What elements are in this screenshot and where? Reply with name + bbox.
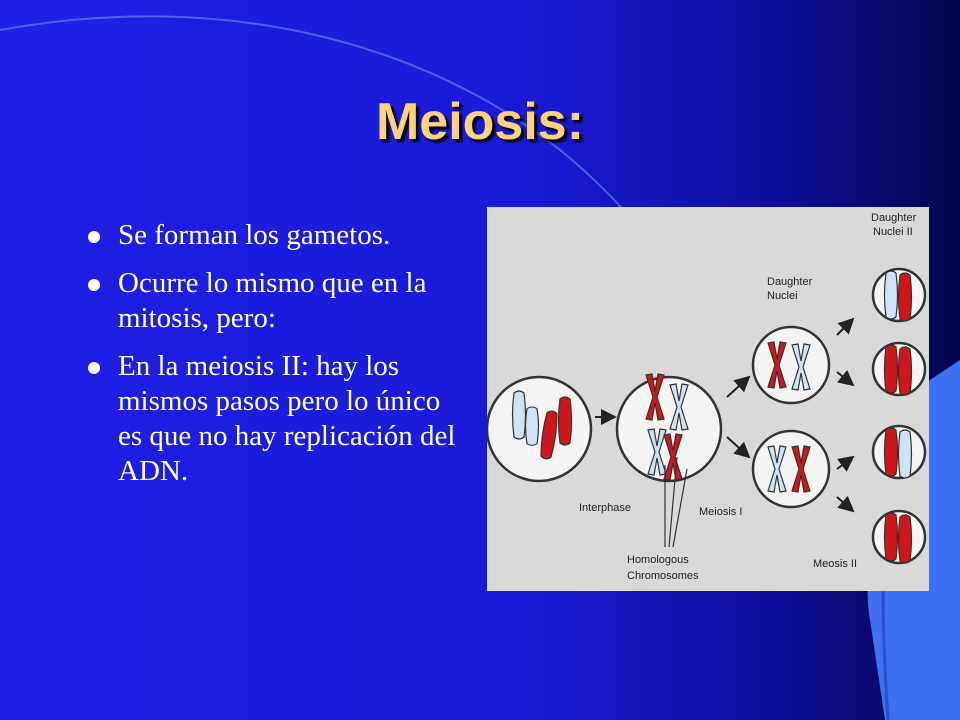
meiosis-i-cell xyxy=(617,374,721,481)
bullet-item xyxy=(86,218,466,253)
label-daughter-nuclei-ii-2: Nuclei II xyxy=(873,226,913,238)
daughter-nucleus-top xyxy=(753,327,829,403)
label-daughter-nuclei: Daughter xyxy=(767,276,813,288)
bullet-text: Ocurre lo mismo que en la mitosis, pero: xyxy=(118,267,427,334)
bullet-list xyxy=(86,218,466,502)
label-daughter-nuclei-2: Nuclei xyxy=(767,290,798,302)
bullet-text: Se forman los gametos. xyxy=(118,219,391,251)
label-interphase: Interphase xyxy=(579,502,631,514)
bullet-item xyxy=(86,349,466,489)
bullet-dot-icon xyxy=(88,279,100,291)
daughter-nucleus-bottom xyxy=(753,431,829,507)
label-chromosomes: Chromosomes xyxy=(627,570,699,582)
meiosis-diagram-svg xyxy=(487,207,929,591)
label-homologous: Homologous xyxy=(627,554,689,566)
label-meiosis-ii: Meosis II xyxy=(813,558,858,570)
slide-title: Meiosis: xyxy=(375,93,585,151)
bullet-text: En la meiosis II: hay los mismos pasos pero lo único es que no hay replicación del ADN. xyxy=(118,350,456,487)
bullet-dot-icon xyxy=(88,362,100,374)
label-daughter-nuclei-ii: Daughter xyxy=(871,212,917,224)
label-meiosis-i: Meiosis I xyxy=(699,506,743,518)
interphase-cell xyxy=(487,377,591,481)
meiosis-diagram xyxy=(487,207,929,591)
bullet-dot-icon xyxy=(88,231,100,243)
daughter-nuclei-ii xyxy=(873,269,925,563)
bullet-item xyxy=(86,266,466,336)
